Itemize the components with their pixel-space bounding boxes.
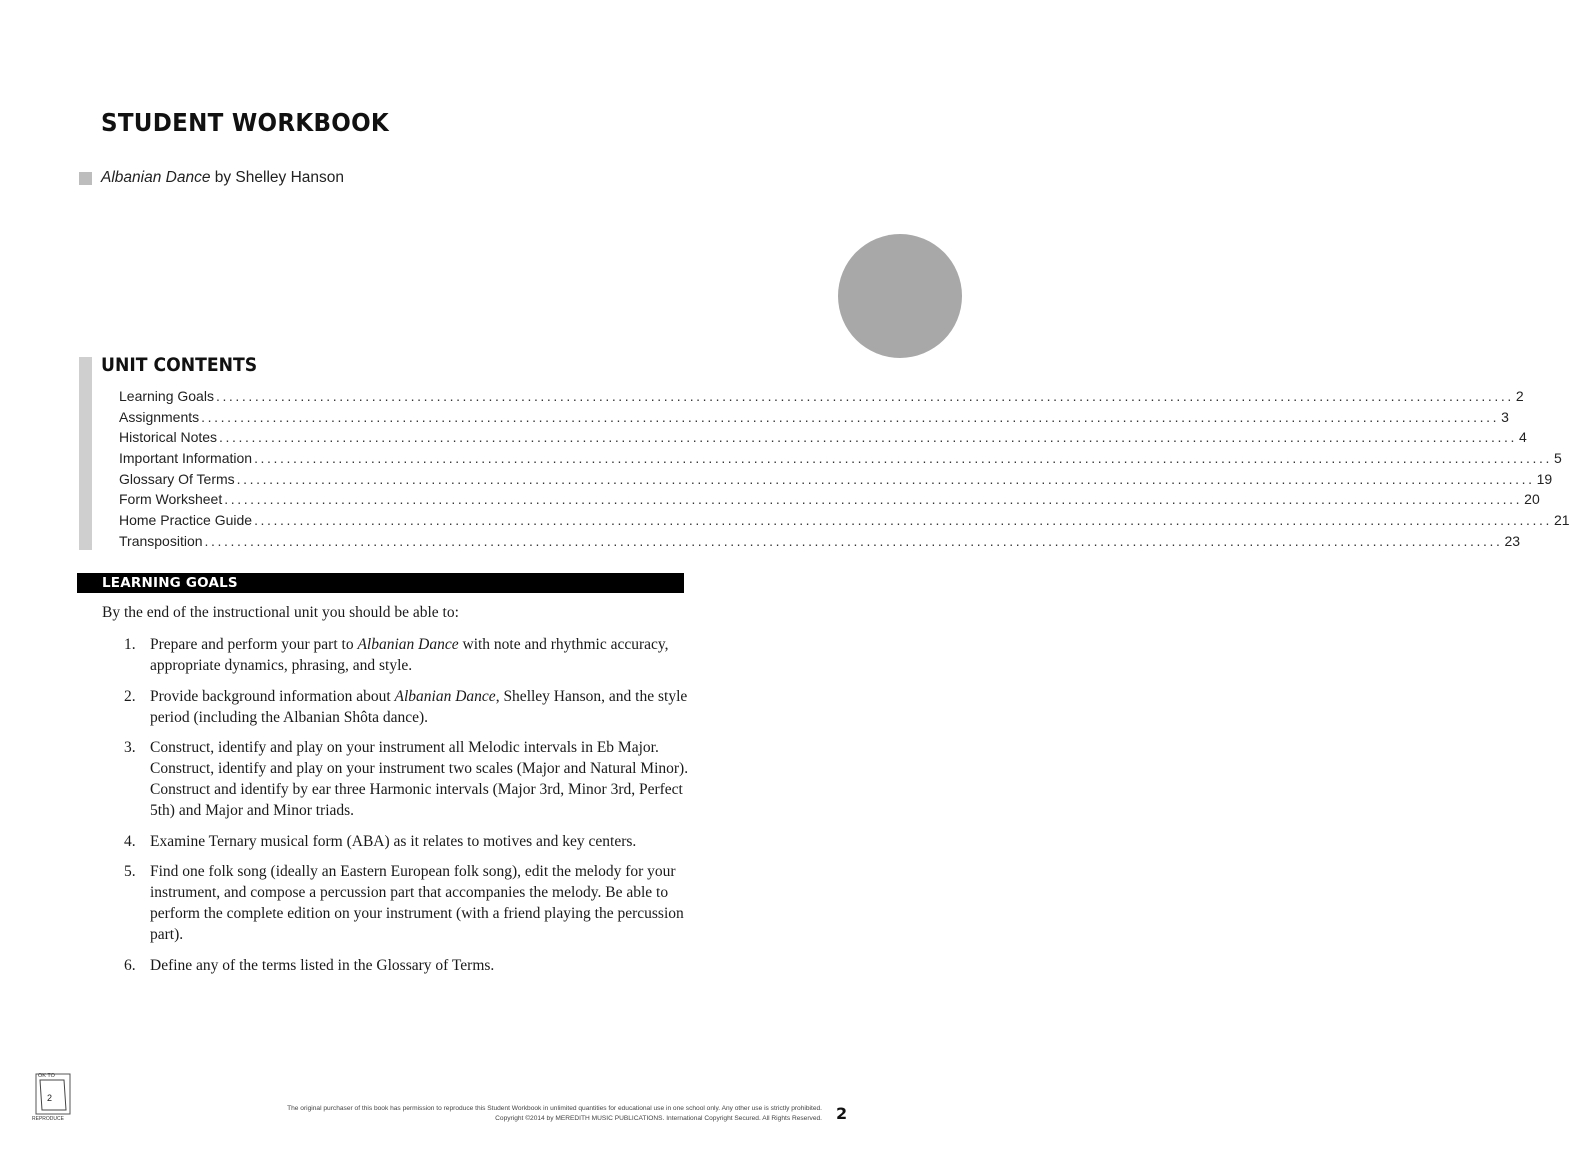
piece-title: Albanian Dance (101, 169, 211, 186)
learning-goals-heading: LEARNING GOALS (102, 575, 238, 591)
list-item (124, 737, 694, 821)
goal-text: Construct, identify and play on your instrument all Melodic intervals in Eb Major. Construct, identify and play on your instrument two scales (Major and Natural Minor). Construct and identify by ear three Harmonic intervals (Major 3rd, Minor 3rd, Perfect 5th) and Major and Minor triads. (150, 739, 689, 819)
section-tab-marker (838, 234, 962, 358)
unit-contents-heading: UNIT CONTENTS (101, 355, 258, 376)
toc-page: 21 (1554, 512, 1570, 529)
toc-leader-dots: ........................................................................................................................................................................................................ (219, 429, 1517, 446)
toc-leader-dots: ........................................................................................................................................................................................................ (254, 450, 1552, 467)
toc-label: Assignments (119, 408, 200, 425)
toc-entry[interactable] (119, 512, 1570, 533)
toc-label: Transposition (119, 532, 203, 549)
toc-label: Form Worksheet (119, 491, 223, 508)
goal-number: 1. (124, 636, 136, 653)
learning-goals-list (124, 634, 694, 985)
toc-page: 3 (1501, 408, 1509, 425)
toc-label: Learning Goals (119, 388, 214, 404)
toc-label: Glossary Of Terms (119, 470, 235, 487)
toc-page: 23 (1504, 532, 1521, 549)
toc-leader-dots: ........................................................................................................................................................................................................ (215, 388, 1514, 404)
stamp-top-text: OK TO (38, 1073, 55, 1079)
page-number: 2 (836, 1104, 848, 1123)
toc-page: 2 (1515, 388, 1524, 404)
footer-permission-line: The original purchaser of this book has permission to reproduce this Student Workbook in unlimited quantities for educational use in one school only. Any other use is strictly prohibited. (287, 1105, 822, 1112)
composer-credit: by Shelley Hanson (210, 169, 345, 186)
learning-goals-intro: By the end of the instructional unit you should be able to: (102, 604, 459, 621)
toc-label: Home Practice Guide (119, 512, 253, 529)
toc-entry[interactable] (119, 408, 1509, 430)
square-bullet-icon (79, 172, 92, 185)
goal-text: Examine Ternary musical form (ABA) as it relates to motives and key centers. (150, 832, 637, 850)
list-item (124, 634, 694, 676)
stamp-number: 2 (47, 1093, 53, 1103)
toc-page: 19 (1536, 470, 1553, 487)
toc-entry[interactable] (119, 388, 1524, 409)
list-item (124, 686, 694, 728)
subtitle-text (101, 169, 344, 187)
goal-text: Define any of the terms listed in the Glossary of Terms. (150, 956, 495, 974)
toc-entry[interactable] (119, 429, 1527, 450)
page-title: STUDENT WORKBOOK (101, 108, 390, 137)
ok-to-reproduce-icon (30, 1068, 76, 1122)
goal-number: 4. (124, 832, 136, 850)
toc-label: Important Information (119, 450, 253, 467)
toc-leader-dots: ........................................................................................................................................................................................................ (224, 491, 1523, 508)
copyright-footer (100, 1104, 822, 1123)
list-item (124, 831, 694, 852)
toc-entry[interactable] (119, 491, 1540, 512)
toc-leader-dots: ........................................................................................................................................................................................................ (201, 408, 1500, 425)
toc-entry[interactable] (119, 450, 1562, 471)
table-of-contents (119, 388, 1570, 554)
learning-goals-header-bar (77, 573, 684, 593)
toc-entry[interactable] (119, 532, 1521, 554)
contents-side-bar (79, 357, 92, 550)
goal-text: Provide background information about Albanian Dance, Shelley Hanson, and the style period (including the Albanian Shôta dance). (150, 687, 688, 726)
toc-leader-dots: ........................................................................................................................................................................................................ (204, 532, 1503, 549)
toc-leader-dots: ........................................................................................................................................................................................................ (236, 470, 1535, 487)
goal-number: 3. (124, 739, 136, 756)
goal-text: Find one folk song (ideally an Eastern European folk song), edit the melody for your instrument, and compose a percussion part that accompanies the melody. Be able to perform the complete edition on your instrument (with a friend playing the percussion part). (150, 863, 684, 943)
goal-number: 5. (124, 863, 136, 880)
goal-number: 6. (124, 956, 136, 974)
footer-copyright-line: Copyright ©2014 by MEREDITH MUSIC PUBLICATIONS. International Copyright Secured. All Rights Reserved. (495, 1114, 822, 1122)
toc-page: 4 (1518, 429, 1527, 446)
stamp-bottom-text: REPRODUCE (32, 1116, 64, 1122)
toc-entry[interactable] (119, 470, 1553, 492)
toc-leader-dots: ........................................................................................................................................................................................................ (254, 512, 1552, 529)
goal-text: Prepare and perform your part to Albanian Dance with note and rhythmic accuracy, appropriate dynamics, phrasing, and style. (150, 636, 669, 674)
piece-subtitle (79, 168, 344, 188)
toc-label: Historical Notes (119, 429, 218, 446)
list-item (124, 861, 694, 945)
list-item (124, 955, 694, 976)
goal-number: 2. (124, 687, 136, 705)
toc-page: 20 (1524, 491, 1540, 508)
toc-page: 5 (1554, 450, 1562, 467)
